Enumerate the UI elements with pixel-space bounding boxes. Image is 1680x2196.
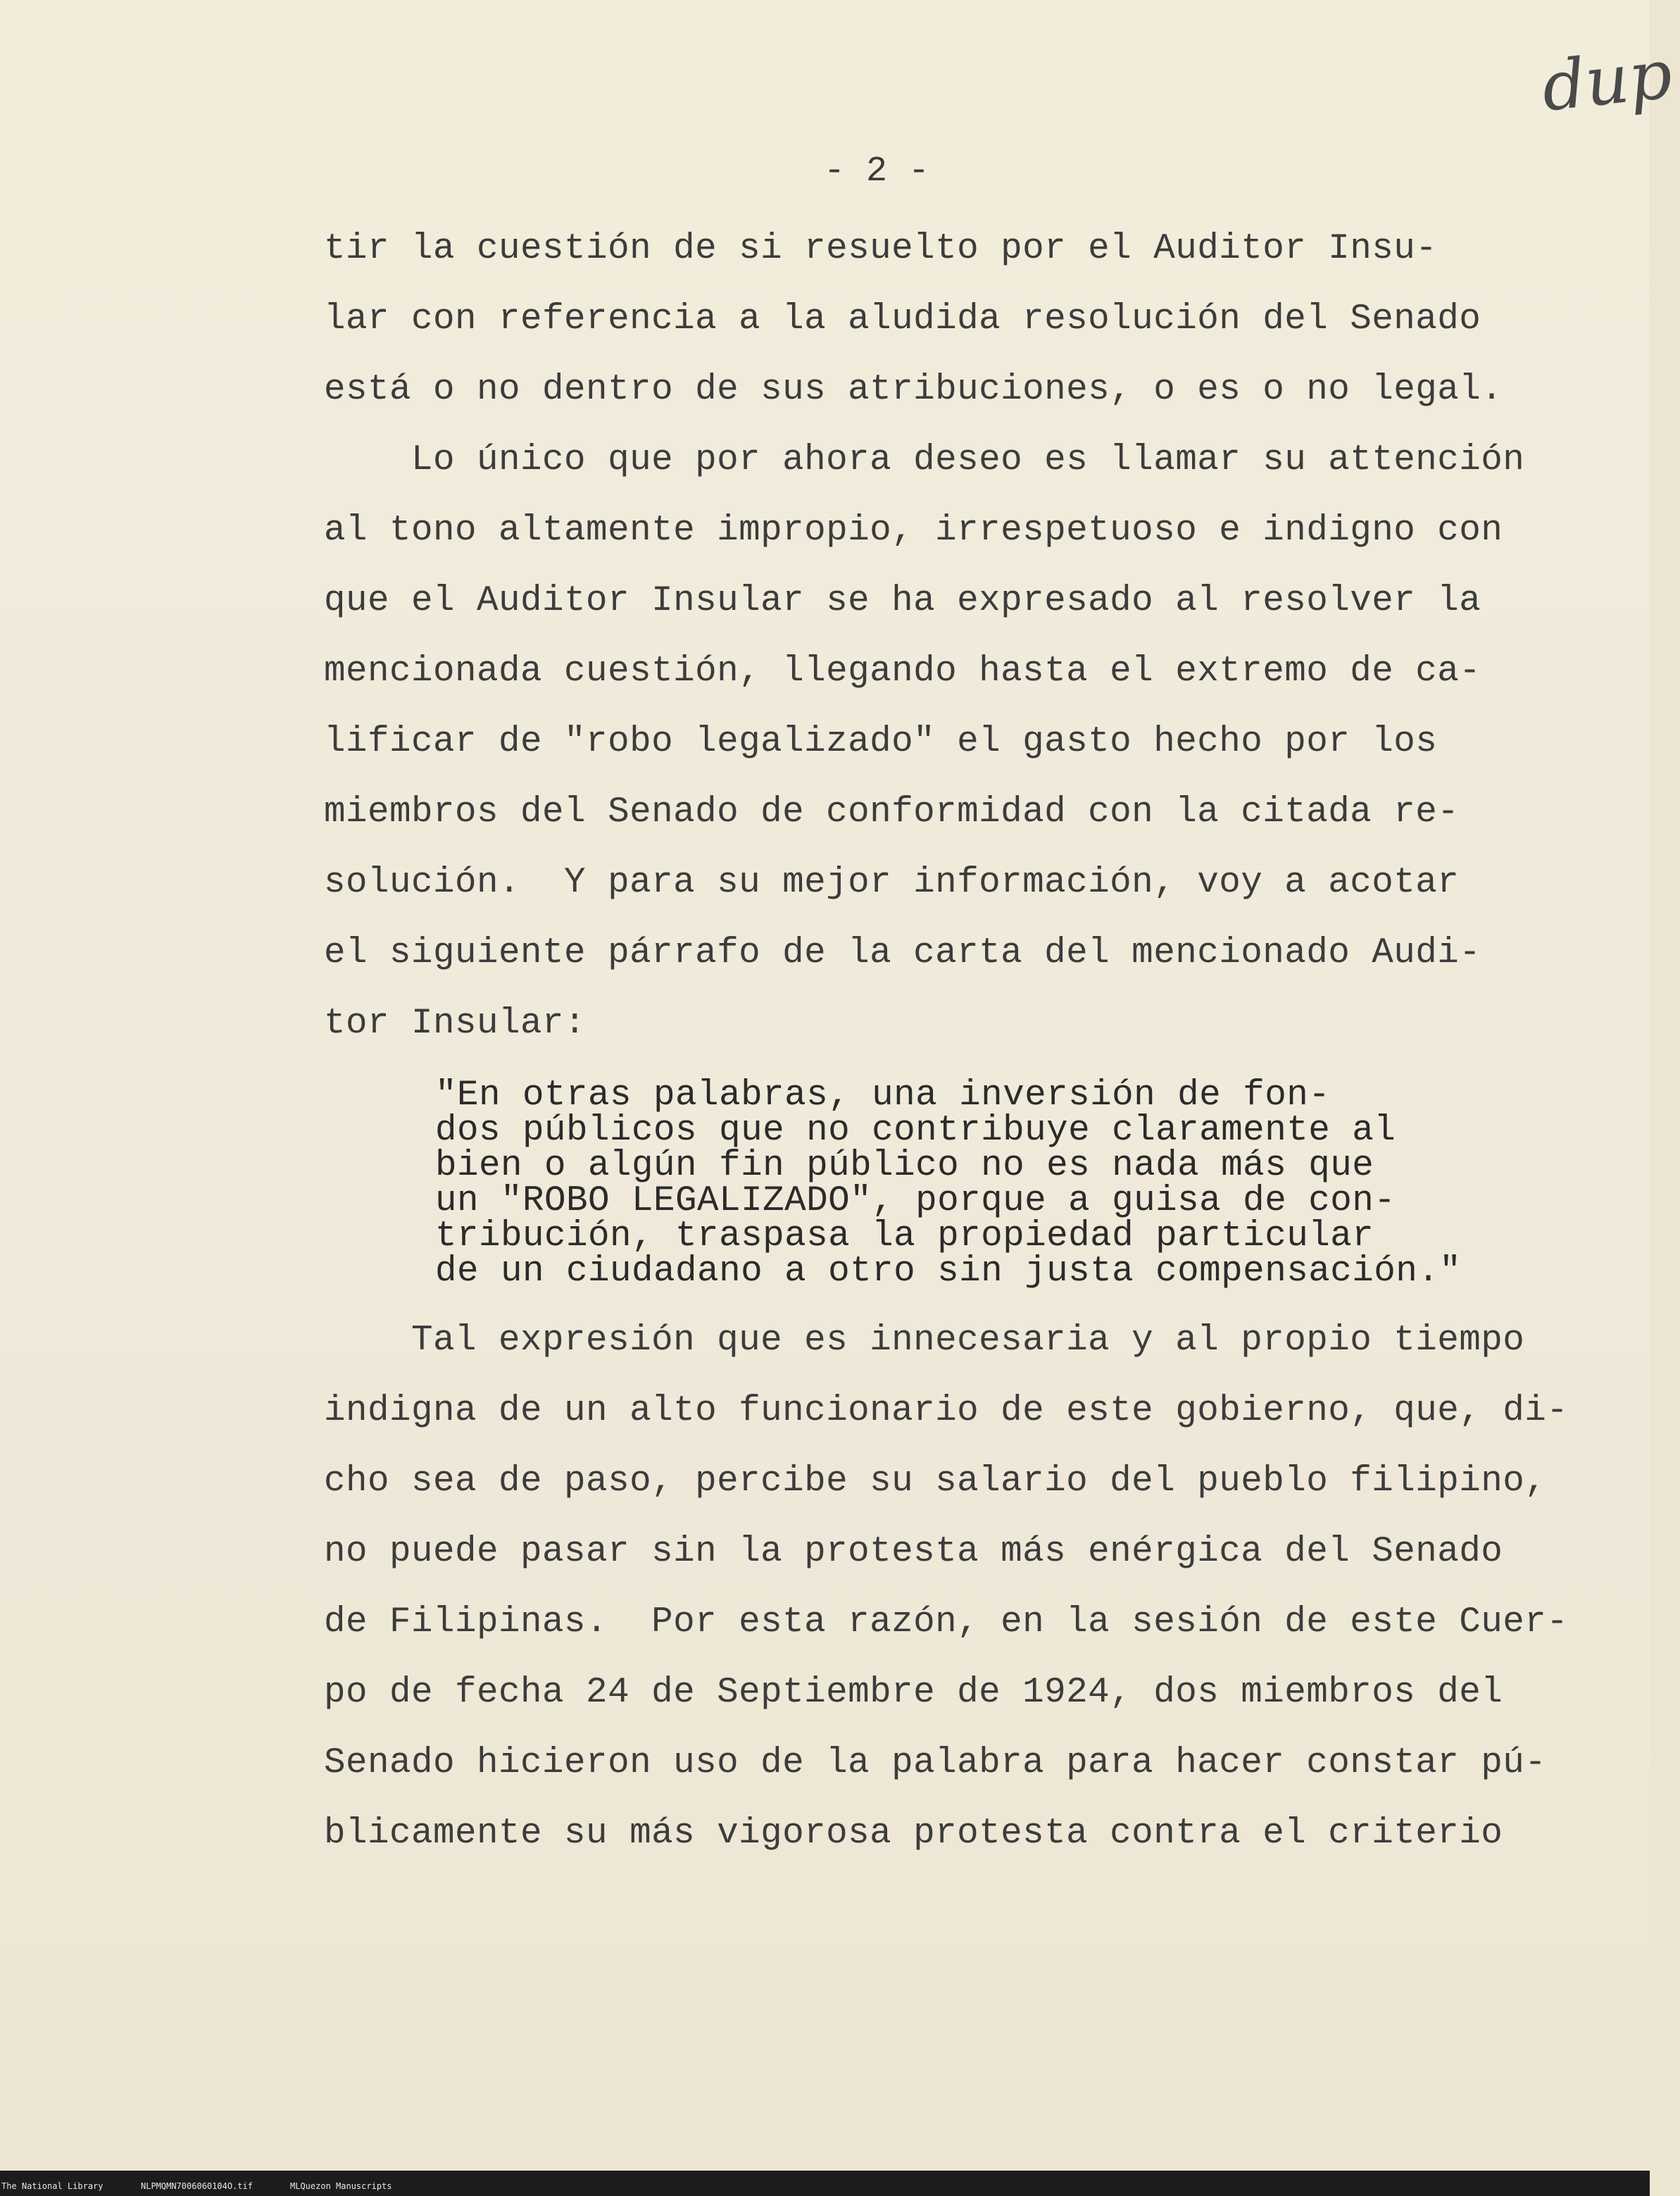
- quote-line: "En otras palabras, una inversión de fon-: [435, 1075, 1331, 1116]
- text-line: po de fecha 24 de Septiembre de 1924, dos miembros del: [324, 1673, 1503, 1713]
- quote-line: de un ciudadano a otro sin justa compensación.": [435, 1252, 1462, 1292]
- text-line: solución. Y para su mejor información, voy a acotar: [324, 863, 1460, 903]
- footer-filename: NLPMQMN7006060104O.tif: [141, 2181, 253, 2191]
- text-line: lar con referencia a la aludida resolución del Senado: [324, 299, 1481, 339]
- footer-collection: MLQuezon Manuscripts: [290, 2181, 392, 2191]
- text-line: mencionada cuestión, llegando hasta el extremo de ca-: [324, 651, 1481, 692]
- text-line: Tal expresión que es innecesaria y al propio tiempo: [324, 1321, 1525, 1361]
- text-line: miembros del Senado de conformidad con la citada re-: [324, 792, 1460, 832]
- text-line: tir la cuestión de si resuelto por el Auditor Insu-: [324, 229, 1438, 269]
- page-number: - 2 -: [824, 151, 930, 192]
- text-line: está o no dentro de sus atribuciones, o es o no legal.: [324, 370, 1503, 410]
- text-line: al tono altamente impropio, irrespetuoso e indigno con: [324, 511, 1503, 551]
- footer-library: The National Library: [1, 2181, 104, 2191]
- text-line: lificar de "robo legalizado" el gasto hecho por los: [324, 722, 1438, 762]
- text-line: Senado hicieron uso de la palabra para hacer constar pú-: [324, 1743, 1547, 1783]
- text-line: no puede pasar sin la protesta más enérgica del Senado: [324, 1532, 1503, 1572]
- text-line: indigna de un alto funcionario de este gobierno, que, di-: [324, 1391, 1569, 1431]
- handwritten-annotation: dup: [1538, 34, 1676, 127]
- quote-line: tribución, traspasa la propiedad particular: [435, 1216, 1374, 1256]
- text-line: de Filipinas. Por esta razón, en la sesión de este Cuer-: [324, 1602, 1569, 1642]
- text-line: Lo único que por ahora deseo es llamar su attención: [324, 440, 1525, 480]
- quote-line: dos públicos que no contribuye claramente al: [435, 1111, 1396, 1151]
- text-line: que el Auditor Insular se ha expresado al resolver la: [324, 581, 1481, 621]
- text-line: cho sea de paso, percibe su salario del pueblo filipino,: [324, 1461, 1547, 1502]
- text-line: el siguiente párrafo de la carta del mencionado Audi-: [324, 933, 1481, 973]
- quote-line: bien o algún fin público no es nada más que: [435, 1146, 1374, 1186]
- text-line: tor Insular:: [324, 1004, 587, 1044]
- text-line: blicamente su más vigorosa protesta contra el criterio: [324, 1814, 1503, 1854]
- quote-line: un "ROBO LEGALIZADO", porque a guisa de con-: [435, 1181, 1396, 1221]
